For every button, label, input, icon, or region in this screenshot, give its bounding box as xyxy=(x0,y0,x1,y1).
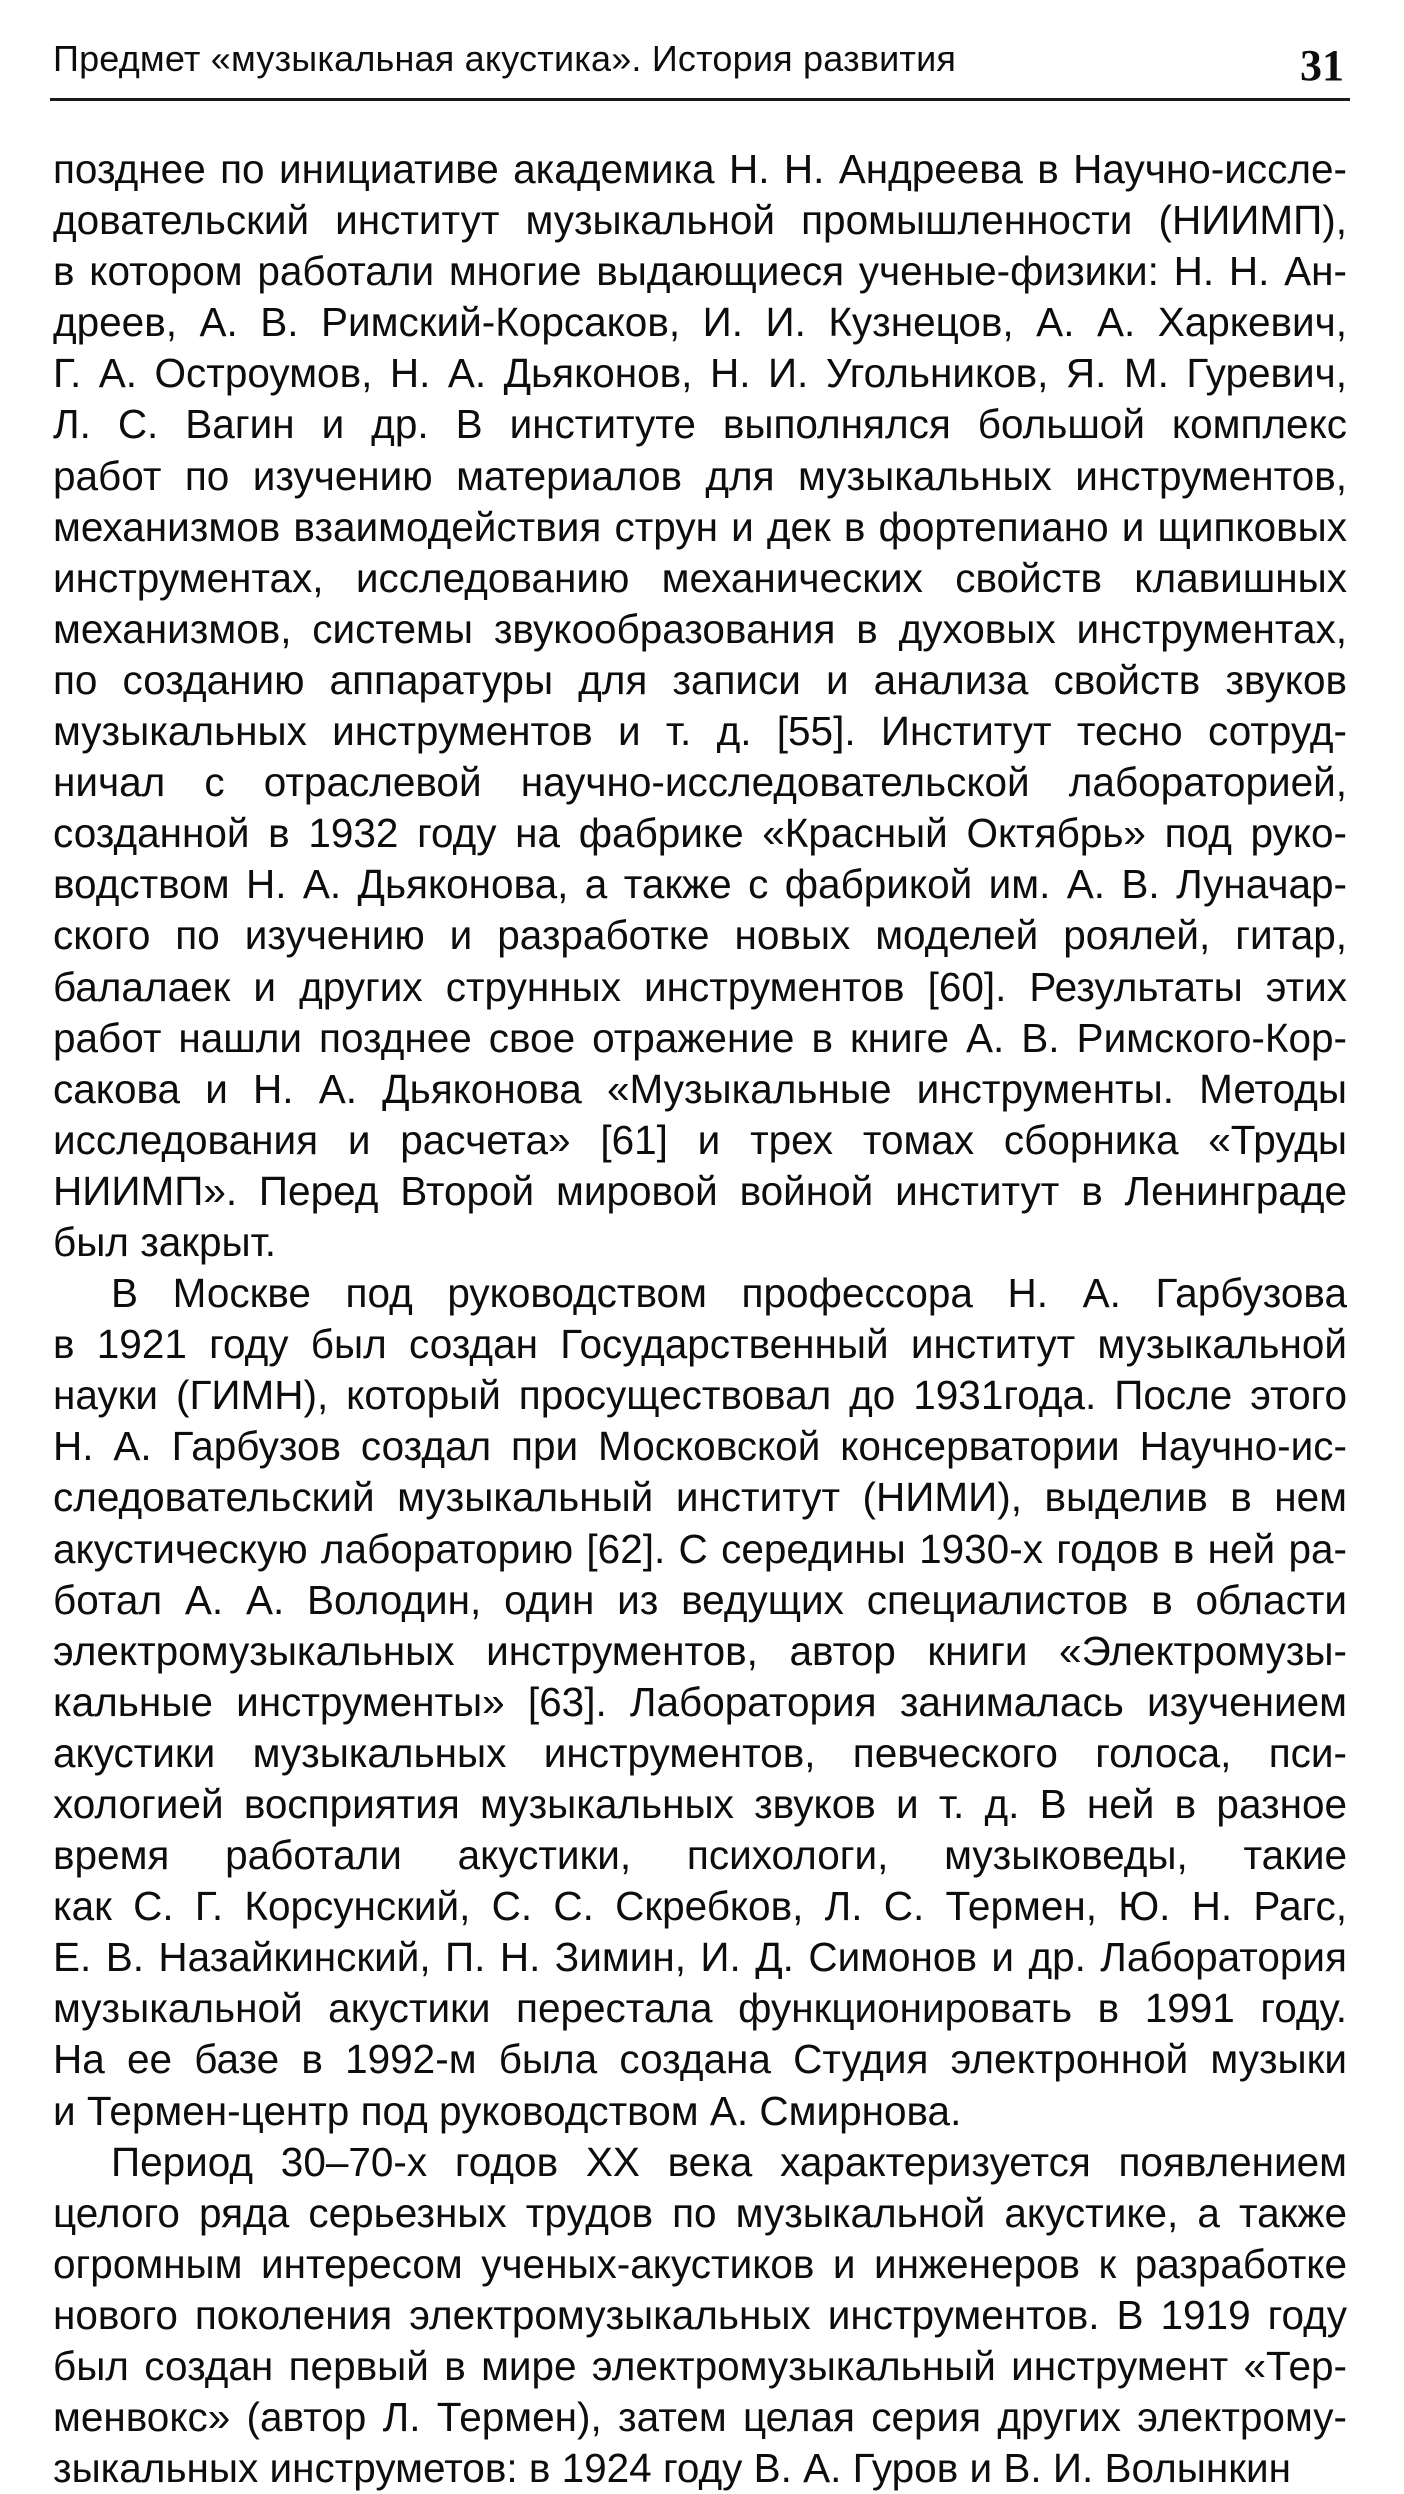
paragraph xyxy=(53,1268,1347,2137)
text-line: время работали акустики, психологи, музыковеды, такие xyxy=(53,1832,1347,1879)
text-line: следовательский музыкальный институт (НИМИ), выделив в нем xyxy=(53,1474,1347,1521)
text-line: На ее базе в 1992-м была создана Студия электронной музыки xyxy=(53,2036,1347,2083)
text-line: инструментах, исследованию механических свойств клавишных xyxy=(53,554,1347,601)
text-line: был создан первый в мире электромузыкальный инструмент «Тер- xyxy=(53,2343,1347,2390)
text-line: исследования и расчета» [61] и трех томах сборника «Труды xyxy=(53,1116,1347,1163)
text-line: науки (ГИМН), который просуществовал до 1931года. После этого xyxy=(53,1372,1347,1419)
text-line: был закрыт. xyxy=(53,1218,276,1265)
text-line: В Москве под руководством профессора Н. А. Гарбузова xyxy=(111,1270,1347,1317)
text-line: нового поколения электромузыкальных инструментов. В 1919 году xyxy=(53,2291,1347,2338)
text-line: ботал А. А. Володин, один из ведущих специалистов в области xyxy=(53,1576,1347,1623)
paragraph xyxy=(53,144,1347,1268)
body-text xyxy=(53,144,1347,2494)
text-line: работ нашли позднее свое отражение в книге А. В. Римского-Кор- xyxy=(53,1014,1347,1061)
text-line: довательский институт музыкальной промышленности (НИИМП), xyxy=(53,197,1347,244)
text-line: акустики музыкальных инструментов, певческого голоса, пси- xyxy=(53,1729,1347,1776)
text-line: музыкальных инструментов и т. д. [55]. Институт тесно сотруд- xyxy=(53,708,1347,755)
text-line: менвокс» (автор Л. Термен), затем целая серия других электрому- xyxy=(53,2394,1347,2441)
text-line: акустическую лабораторию [62]. С середины 1930-х годов в ней ра- xyxy=(53,1525,1347,1572)
text-line: Г. А. Остроумов, Н. А. Дьяконов, Н. И. Угольников, Я. М. Гуревич, xyxy=(53,350,1347,397)
text-line: созданной в 1932 году на фабрике «Красный Октябрь» под руко- xyxy=(53,810,1347,857)
text-line: в котором работали многие выдающиеся ученые-физики: Н. Н. Ан- xyxy=(53,248,1347,295)
text-line: в 1921 году был создан Государственный институт музыкальной xyxy=(53,1321,1347,1368)
text-line: водством Н. А. Дьяконова, а также с фабрикой им. А. В. Луначар- xyxy=(53,861,1347,908)
text-line: кальные инструменты» [63]. Лаборатория занималась изучением xyxy=(53,1678,1347,1725)
text-line: Е. В. Назайкинский, П. Н. Зимин, И. Д. Симонов и др. Лаборатория xyxy=(53,1934,1347,1981)
paragraph xyxy=(53,2137,1347,2494)
text-line: как С. Г. Корсунский, С. С. Скребков, Л. С. Термен, Ю. Н. Рагс, xyxy=(53,1883,1347,1930)
text-line: ского по изучению и разработке новых моделей роялей, гитар, xyxy=(53,912,1347,959)
page-number: 31 xyxy=(1300,41,1344,90)
text-line: целого ряда серьезных трудов по музыкальной акустике, а также xyxy=(53,2189,1347,2236)
text-line: зыкальных инструметов: в 1924 году В. А. Гуров и В. И. Волынкин xyxy=(53,2445,1291,2492)
text-line: хологией восприятия музыкальных звуков и т. д. В ней в разное xyxy=(53,1781,1347,1827)
text-line: электромузыкальных инструментов, автор книги «Электромузы- xyxy=(53,1627,1347,1674)
header-title: Предмет «музыкальная акустика». История развития xyxy=(53,38,957,79)
text-line: дреев, А. В. Римский-Корсаков, И. И. Кузнецов, А. А. Харкевич, xyxy=(53,299,1347,346)
text-line: ничал с отраслевой научно-исследовательской лабораторией, xyxy=(53,759,1347,806)
text-line: механизмов взаимодействия струн и дек в фортепиано и щипковых xyxy=(53,503,1347,550)
text-line: механизмов, системы звукообразования в духовых инструментах, xyxy=(53,605,1347,652)
text-line: сакова и Н. А. Дьяконова «Музыкальные инструменты. Методы xyxy=(53,1065,1347,1112)
text-line: огромным интересом ученых-акустиков и инженеров к разработке xyxy=(53,2240,1347,2287)
text-line: Л. С. Вагин и др. В институте выполнялся большой комплекс xyxy=(53,401,1347,448)
text-line: Н. А. Гарбузов создал при Московской консерватории Научно-ис- xyxy=(53,1423,1347,1470)
text-line: НИИМП». Перед Второй мировой войной институт в Ленинграде xyxy=(53,1167,1347,1214)
text-line: балалаек и других струнных инструментов [60]. Результаты этих xyxy=(53,963,1347,1010)
text-line: по созданию аппаратуры для записи и анализа свойств звуков xyxy=(53,656,1347,703)
text-line: Период 30–70-х годов XX века характеризуется появлением xyxy=(111,2138,1347,2185)
running-header xyxy=(50,28,1350,101)
text-line: работ по изучению материалов для музыкальных инструментов, xyxy=(53,452,1347,499)
text-line: позднее по инициативе академика Н. Н. Андреева в Научно-иссле- xyxy=(53,146,1347,192)
text-line: и Термен-центр под руководством А. Смирнова. xyxy=(53,2087,962,2134)
text-line: музыкальной акустики перестала функционировать в 1991 году. xyxy=(53,1985,1347,2032)
